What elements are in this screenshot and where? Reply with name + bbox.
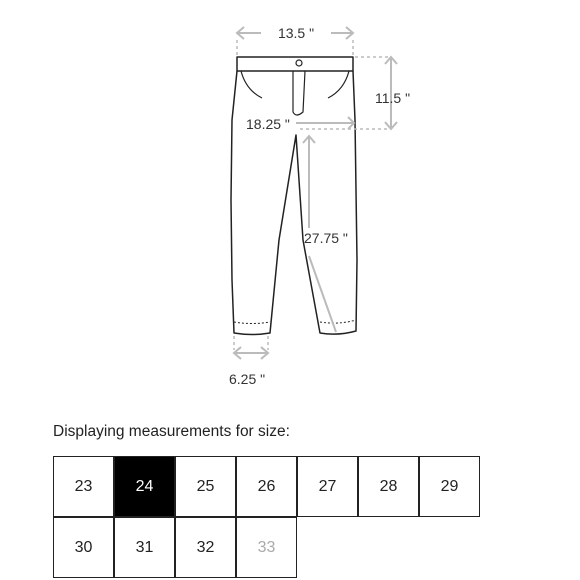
size-option-30[interactable]: 30 xyxy=(53,517,114,578)
size-caption: Displaying measurements for size: xyxy=(53,423,290,440)
size-option-32[interactable]: 32 xyxy=(175,517,236,578)
button-icon xyxy=(296,60,302,66)
size-option-33: 33 xyxy=(236,517,297,578)
size-option-25[interactable]: 25 xyxy=(175,456,236,517)
size-selector-grid xyxy=(53,456,481,580)
pants-illustration xyxy=(231,57,357,335)
size-option-24[interactable]: 24 xyxy=(114,456,175,517)
waist-measure-label: 13.5 " xyxy=(277,25,315,41)
leg-opening-measure-line xyxy=(234,336,268,359)
size-option-31[interactable]: 31 xyxy=(114,517,175,578)
rise-measure-label: 11.5 " xyxy=(375,90,411,106)
leg-opening-measure-label: 6.25 " xyxy=(229,371,266,387)
size-option-27[interactable]: 27 xyxy=(297,456,358,517)
size-option-26[interactable]: 26 xyxy=(236,456,297,517)
size-option-23[interactable]: 23 xyxy=(53,456,114,517)
size-option-29[interactable]: 29 xyxy=(419,456,480,517)
hip-measure-line xyxy=(296,117,354,129)
size-option-28[interactable]: 28 xyxy=(358,456,419,517)
inseam-measure-label: 27.75 " xyxy=(304,230,348,246)
hip-measure-label: 18.25 " xyxy=(246,116,290,132)
